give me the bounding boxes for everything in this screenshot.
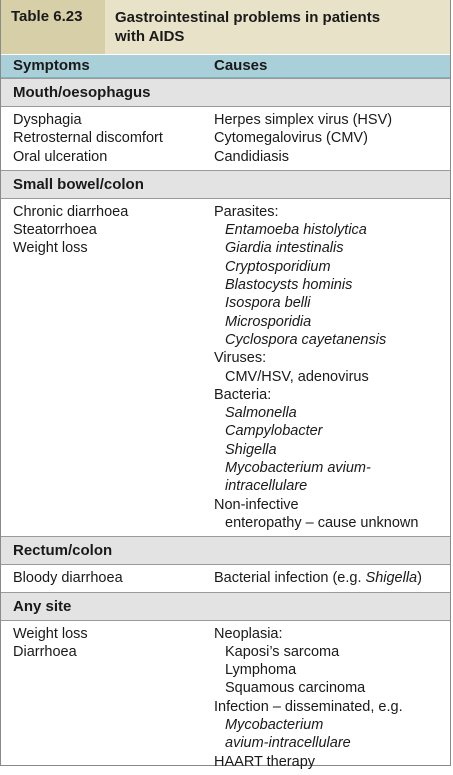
symptom-item: Weight loss [13, 240, 88, 257]
neoplasia-item: Lymphoma [225, 662, 297, 679]
bacteria-label: Bacteria: [214, 386, 272, 403]
symptom-item: Oral ulceration [13, 148, 108, 165]
symptom-item: Chronic diarrhoea [13, 203, 129, 220]
infection-item: avium-intracellulare [225, 735, 351, 752]
causes-cell [202, 199, 450, 536]
infection-label: Infection – disseminated, e.g. [214, 698, 403, 715]
bacteria-item: intracellulare [225, 478, 308, 495]
symptoms-cell [1, 621, 202, 775]
parasite-item: Isospora belli [225, 295, 311, 312]
cause-prefix: Bacterial infection (e.g. [214, 570, 366, 587]
cause-item [214, 569, 444, 587]
parasite-item: Cryptosporidium [225, 258, 331, 275]
cause-organism: Shigella [365, 570, 418, 587]
noninfective-item: enteropathy – cause unknown [225, 514, 419, 531]
causes-cell [202, 621, 450, 775]
parasite-item: Giardia intestinalis [225, 240, 344, 257]
section-heading-any-site: Any site [1, 592, 450, 621]
table-title-line: Gastrointestinal problems in patients [115, 9, 381, 26]
cause-item: Herpes simplex virus (HSV) [214, 112, 393, 128]
section-heading-small-bowel: Small bowel/colon [1, 170, 450, 199]
virus-item: CMV/HSV, adenovirus [225, 368, 369, 385]
bacteria-item: Mycobacterium avium- [225, 460, 371, 477]
bacteria-item: Campylobacter [225, 423, 323, 440]
table-row [1, 565, 450, 591]
bacteria-item: Shigella [225, 441, 277, 458]
section-heading-mouth: Mouth/oesophagus [1, 78, 450, 107]
symptom-item: Weight loss [13, 625, 88, 642]
symptoms-cell [1, 565, 202, 591]
symptom-item: Bloody diarrhoea [13, 570, 123, 587]
column-header-causes: Causes [214, 57, 268, 74]
table-row [1, 107, 450, 170]
table-row [1, 621, 450, 775]
neoplasia-item: Squamous carcinoma [225, 680, 366, 697]
table-number: Table 6.23 [1, 0, 105, 54]
table-row [1, 199, 450, 536]
causes-cell [202, 107, 450, 170]
symptom-item: Diarrhoea [13, 643, 77, 660]
bacteria-item: Salmonella [225, 405, 297, 422]
symptoms-cell [1, 199, 202, 536]
table-title [105, 0, 450, 54]
column-header-row [1, 55, 450, 78]
parasite-item: Microsporidia [225, 313, 312, 330]
viruses-label: Viruses: [214, 350, 267, 367]
symptoms-cell [1, 107, 202, 170]
symptom-item: Dysphagia [13, 112, 82, 128]
cause-item: Cytomegalovirus (CMV) [214, 130, 368, 147]
table-title-line: with AIDS [115, 28, 185, 45]
parasite-item: Blastocysts hominis [225, 277, 353, 294]
causes-cell [202, 565, 450, 591]
neoplasia-label: Neoplasia: [214, 625, 283, 642]
cause-suffix: ) [417, 570, 422, 587]
neoplasia-item: Kaposi’s sarcoma [225, 643, 340, 660]
parasite-item: Cyclospora cayetanensis [225, 331, 387, 348]
column-header-symptoms: Symptoms [13, 57, 90, 74]
table-title-bar [1, 0, 450, 55]
section-heading-rectum: Rectum/colon [1, 536, 450, 565]
symptom-item: Steatorrhoea [13, 222, 97, 239]
symptom-item: Retrosternal discomfort [13, 130, 163, 147]
parasite-item: Entamoeba histolytica [225, 222, 367, 239]
parasites-label: Parasites: [214, 203, 279, 220]
cause-item: Candidiasis [214, 148, 289, 165]
infection-item: Mycobacterium [225, 717, 324, 734]
noninfective-label: Non-infective [214, 496, 299, 513]
haart-item: HAART therapy [214, 753, 316, 770]
